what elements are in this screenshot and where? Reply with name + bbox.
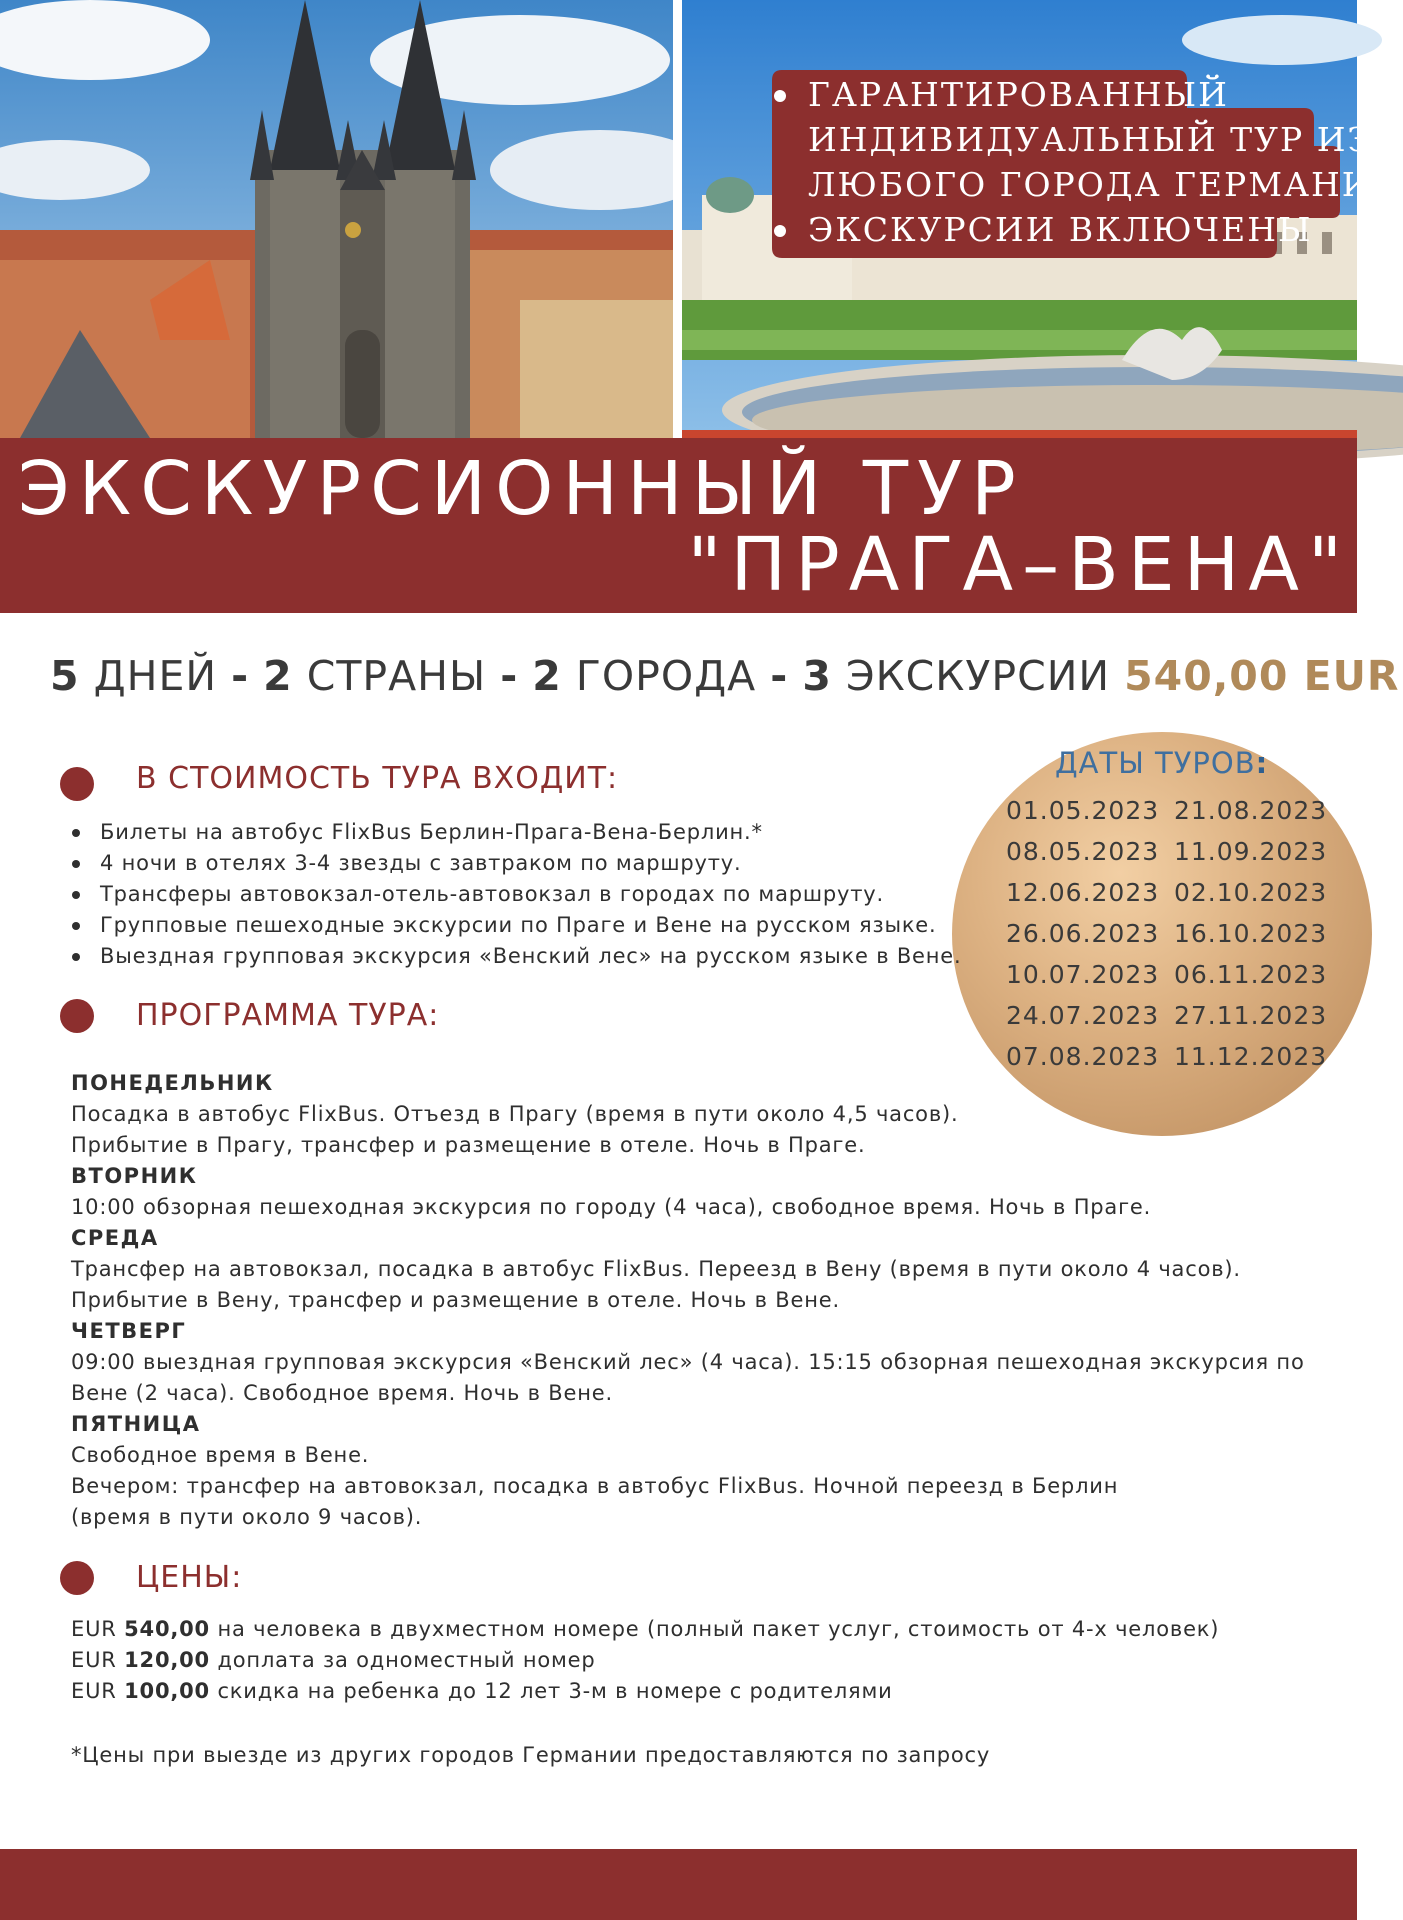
- dates-heading-colon: :: [1255, 746, 1269, 780]
- countries-label: СТРАНЫ: [306, 652, 487, 700]
- price-text: на человека в двухместном номере (полный пакет услуг, стоимость от 4-х человек): [217, 1617, 1220, 1641]
- excursions-count: 3: [802, 652, 832, 700]
- price-amount: 540,00: [124, 1617, 210, 1641]
- tour-date: 01.05.2023: [1006, 796, 1160, 825]
- days-label: ДНЕЙ: [93, 652, 218, 700]
- separator: -: [500, 652, 519, 700]
- price-amount: 100,00: [124, 1679, 210, 1703]
- day-title-wednesday: СРЕДА: [71, 1226, 159, 1250]
- tour-date: 06.11.2023: [1174, 960, 1328, 989]
- tour-date: 27.11.2023: [1174, 1001, 1328, 1030]
- price-currency: EUR: [71, 1648, 117, 1672]
- bullet-icon: [774, 90, 786, 102]
- tour-date: 21.08.2023: [1174, 796, 1328, 825]
- day-line: Посадка в автобус FlixBus. Отъезд в Прагу (время в пути около 4,5 часов).: [71, 1102, 959, 1126]
- tour-date: 08.05.2023: [1006, 837, 1160, 866]
- badge-line-3: ЛЮБОГО ГОРОДА ГЕРМАНИИ: [808, 165, 1403, 204]
- program-list: [71, 1068, 1321, 1533]
- section-bullet-icon: [60, 767, 94, 801]
- price-item: [71, 1645, 1321, 1676]
- price-text: скидка на ребенка до 12 лет 3-м в номере с родителями: [217, 1679, 893, 1703]
- dates-row: [1006, 790, 1342, 831]
- day-line: (время в пути около 9 часов).: [71, 1505, 423, 1529]
- list-item: Выездная групповая экскурсия «Венский лес» на русском языке в Вене.: [72, 941, 1002, 972]
- page-title-line-1: ЭКСКУРСИОННЫЙ ТУР: [18, 446, 1025, 532]
- badge-line-2: ИНДИВИДУАЛЬНЫЙ ТУР ИЗ: [808, 120, 1371, 159]
- dates-row: [1006, 831, 1342, 872]
- tour-date: 11.12.2023: [1174, 1042, 1328, 1071]
- list-item: Групповые пешеходные экскурсии по Праге и Вене на русском языке.: [72, 910, 1002, 941]
- program-heading: ПРОГРАММА ТУРА:: [136, 998, 440, 1033]
- price-currency: EUR: [71, 1617, 117, 1641]
- prices-heading: ЦЕНЫ:: [136, 1560, 243, 1595]
- day-line: Прибытие в Вену, трансфер и размещение в отеле. Ночь в Вене.: [71, 1288, 840, 1312]
- price-currency: EUR: [71, 1679, 117, 1703]
- excursions-label: ЭКСКУРСИИ: [845, 652, 1111, 700]
- dates-heading: [1055, 746, 1269, 780]
- badge-line-1: ГАРАНТИРОВАННЫЙ: [808, 75, 1229, 114]
- title-band: [0, 438, 1357, 613]
- dates-row: [1006, 872, 1342, 913]
- day-line: Свободное время в Вене.: [71, 1443, 370, 1467]
- page-title-line-2: "ПРАГА–ВЕНА": [687, 522, 1351, 608]
- included-list: [72, 817, 1002, 972]
- bullet-icon: [774, 225, 786, 237]
- list-item: Билеты на автобус FlixBus Берлин-Прага-Вена-Берлин.*: [72, 817, 1002, 848]
- day-line: Трансфер на автовокзал, посадка в автобус FlixBus. Переезд в Вену (время в пути около 4 часов).: [71, 1257, 1241, 1281]
- tour-date: 11.09.2023: [1174, 837, 1328, 866]
- section-bullet-icon: [60, 999, 94, 1033]
- tour-date: 24.07.2023: [1006, 1001, 1160, 1030]
- cities-label: ГОРОДА: [575, 652, 757, 700]
- price-item: [71, 1676, 1321, 1707]
- tour-features-badge: [772, 70, 1403, 258]
- day-title-friday: ПЯТНИЦА: [71, 1412, 201, 1436]
- dates-row: [1006, 995, 1342, 1036]
- cities-count: 2: [532, 652, 562, 700]
- day-title-thursday: ЧЕТВЕРГ: [71, 1319, 187, 1343]
- tour-price: 540,00 EUR: [1124, 652, 1400, 700]
- price-text: доплата за одноместный номер: [217, 1648, 596, 1672]
- countries-count: 2: [263, 652, 293, 700]
- separator: -: [231, 652, 250, 700]
- day-line: 10:00 обзорная пешеходная экскурсия по городу (4 часа), свободное время. Ночь в Праге.: [71, 1195, 1152, 1219]
- dates-row: [1006, 913, 1342, 954]
- days-count: 5: [50, 652, 80, 700]
- tour-date: 02.10.2023: [1174, 878, 1328, 907]
- separator: -: [770, 652, 789, 700]
- tour-date: 12.06.2023: [1006, 878, 1160, 907]
- day-line: Вечером: трансфер на автовокзал, посадка в автобус FlixBus. Ночной переезд в Берлин: [71, 1474, 1119, 1498]
- badge-line-4: ЭКСКУРСИИ ВКЛЮЧЕНЫ: [808, 210, 1313, 249]
- section-bullet-icon: [60, 1561, 94, 1595]
- tour-date: 07.08.2023: [1006, 1042, 1160, 1071]
- list-item: Трансферы автовокзал-отель-автовокзал в городах по маршруту.: [72, 879, 1002, 910]
- tour-date: 16.10.2023: [1174, 919, 1328, 948]
- prices-list: [71, 1614, 1321, 1707]
- day-line: Прибытие в Прагу, трансфер и размещение в отеле. Ночь в Праге.: [71, 1133, 866, 1157]
- prague-church-image: [0, 0, 673, 438]
- dates-row: [1006, 954, 1342, 995]
- included-heading: В СТОИМОСТЬ ТУРА ВХОДИТ:: [136, 761, 619, 796]
- prague-photo: [0, 0, 673, 438]
- day-line: 09:00 выездная групповая экскурсия «Венский лес» (4 часа). 15:15 обзорная пешеходная экскурсия по: [71, 1350, 1305, 1374]
- photo-divider: [673, 0, 682, 438]
- day-title-tuesday: ВТОРНИК: [71, 1164, 198, 1188]
- dates-heading-text: ДАТЫ ТУРОВ: [1055, 746, 1256, 780]
- price-amount: 120,00: [124, 1648, 210, 1672]
- prices-footnote: *Цены при выезде из других городов Германии предоставляются по запросу: [71, 1743, 991, 1767]
- tour-date: 26.06.2023: [1006, 919, 1160, 948]
- day-line: Вене (2 часа). Свободное время. Ночь в Вене.: [71, 1381, 613, 1405]
- dates-list: [1006, 790, 1342, 1077]
- list-item: 4 ночи в отелях 3-4 звезды с завтраком по маршруту.: [72, 848, 1002, 879]
- tour-summary: [50, 652, 1400, 700]
- tour-date: 10.07.2023: [1006, 960, 1160, 989]
- price-item: [71, 1614, 1321, 1645]
- footer-band: [0, 1849, 1357, 1920]
- day-title-monday: ПОНЕДЕЛЬНИК: [71, 1071, 274, 1095]
